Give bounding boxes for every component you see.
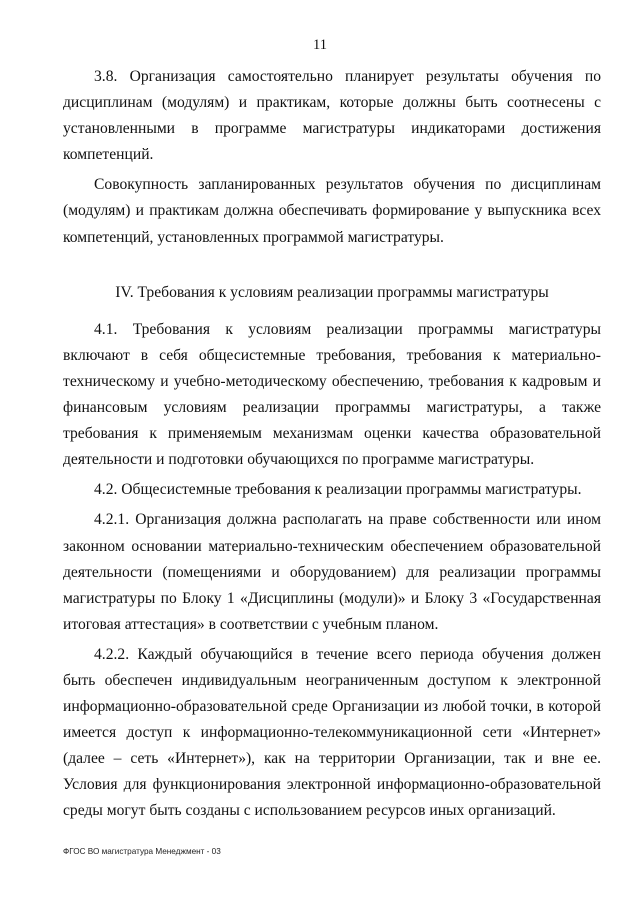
paragraph-4-2-2: 4.2.2. Каждый обучающийся в течение всего периода обучения должен быть обеспечен индивидуальным неограниченным доступом к электронной информационно-образовательной среде Организации из любой точки, в которой имеется доступ к информационно-телекоммуникационной сети «Интернет» (далее – сеть «Интернет»), как на территории Организации, так и вне ее. Условия для функционирования электронной информационно-образовательной среды могут быть созданы с использованием ресурсов иных организаций. (63, 645, 601, 820)
footer-document-id: ФГОС ВО магистратура Менеджмент - 03 (63, 847, 221, 856)
paragraph-4-1: 4.1. Требования к условиям реализации программы магистратуры включают в себя общесистемные требования, требования к материально-техническому и учебно-методическому обеспечению, требования к кадровым и финансовым условиям реализации программы магистратуры, а также требования к применяемым механизмам оценки качества образовательной деятельности и подготовки обучающихся по программе магистратуры. (63, 320, 601, 469)
paragraph-4-2: 4.2. Общесистемные требования к реализации программы магистратуры. (94, 481, 582, 499)
paragraph-3-8: 3.8. Организация самостоятельно планирует результаты обучения по дисциплинам (модулям) и практикам, которые должны быть соотнесены с установленными в программе магистратуры индикаторами достижения компетенций. (63, 68, 601, 164)
page-number: 11 (313, 37, 327, 53)
paragraph-learning-outcomes: Совокупность запланированных результатов обучения по дисциплинам (модулям) и практикам должна обеспечивать формирование у выпускника всех компетенций, установленных программой магистратуры. (63, 176, 601, 246)
paragraph-4-2-1: 4.2.1. Организация должна располагать на праве собственности или ином законном основании материально-техническим обеспечением образовательной деятельности (помещениями и оборудованием) для реализации программы магистратуры по Блоку 1 «Дисциплины (модули)» и Блоку 3 «Государственная итоговая аттестация» в соответствии с учебным планом. (63, 511, 601, 633)
section-heading-iv: IV. Требования к условиям реализации программы магистратуры (115, 283, 549, 301)
document-body (63, 64, 601, 825)
